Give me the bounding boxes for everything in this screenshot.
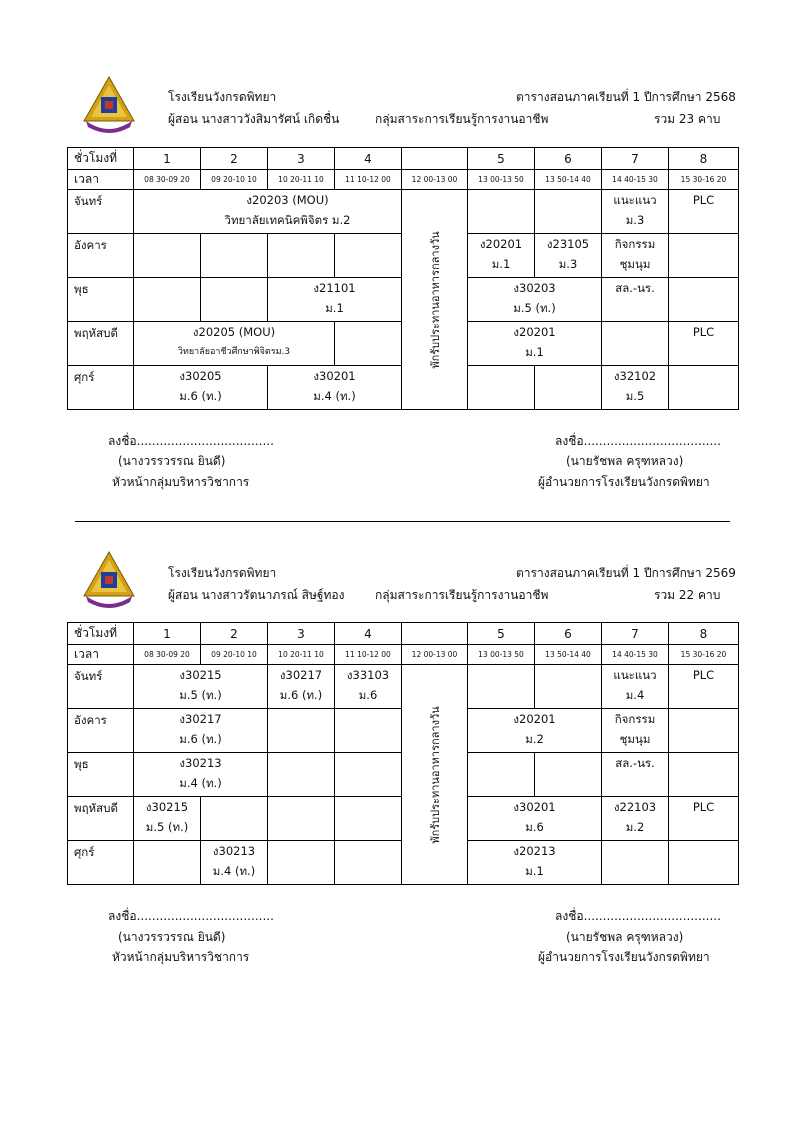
course-detail: ม.4 <box>625 688 645 702</box>
day-friday: ศุกร์ <box>68 841 134 885</box>
lunch-label: พักรับประทานอาหารกลางวัน <box>428 705 442 844</box>
time-3: 10 20-11 10 <box>268 645 335 665</box>
sign-line-left: ลงชื่อ.................................... <box>108 909 274 923</box>
time-7: 14 40-15 30 <box>602 645 669 665</box>
course-detail: ม.4 (ท.) <box>179 776 222 790</box>
course-detail: ม.1 <box>525 345 544 359</box>
course-code: สล.-นร. <box>615 281 655 295</box>
course-code: PLC <box>692 193 715 207</box>
day-tuesday: อังคาร <box>68 709 134 753</box>
signer-role-left: หัวหน้ากลุ่มบริหารวิชาการ <box>112 950 250 964</box>
empty-cell <box>268 841 335 885</box>
course-detail: ชุมนุม <box>619 257 651 271</box>
class-cell <box>134 322 335 366</box>
school-logo <box>82 75 136 135</box>
course-code: กิจกรรม <box>614 712 656 726</box>
period-3: 3 <box>268 148 335 170</box>
empty-cell <box>669 753 739 797</box>
class-cell <box>134 190 402 234</box>
period-7: 7 <box>602 148 669 170</box>
empty-cell <box>335 234 402 278</box>
class-cell <box>268 366 402 410</box>
course-detail: ม.6 (ท.) <box>279 688 323 702</box>
empty-cell <box>335 709 402 753</box>
period-5: 5 <box>468 623 535 645</box>
time-3: 10 20-11 10 <box>268 170 335 190</box>
course-code: ง33103 <box>346 668 390 682</box>
lunch-cell <box>402 665 468 885</box>
course-code: ง30217 <box>179 712 222 726</box>
course-detail: ม.1 <box>325 301 344 315</box>
course-code: ง30215 <box>179 668 222 682</box>
class-cell <box>134 366 268 410</box>
day-monday: จันทร์ <box>68 665 134 709</box>
empty-cell <box>268 797 335 841</box>
class-cell <box>468 797 602 841</box>
day-friday: ศุกร์ <box>68 366 134 410</box>
signer-name-right: (นายรัชพล ครุฑหลวง) <box>566 454 684 468</box>
class-cell <box>602 709 669 753</box>
time-header: เวลา <box>68 645 134 665</box>
course-code: ง23105 <box>546 237 590 251</box>
course-detail: ม.4 (ท.) <box>313 389 356 403</box>
empty-cell <box>468 190 535 234</box>
course-code: สล.-นร. <box>615 756 655 770</box>
total-periods: รวม 22 คาบ <box>654 588 721 602</box>
empty-cell <box>268 709 335 753</box>
period-4: 4 <box>335 148 402 170</box>
course-code: ง22103 <box>613 800 657 814</box>
course-detail: ม.6 (ท.) <box>179 732 222 746</box>
course-code: ง30213 <box>179 756 222 770</box>
course-code: PLC <box>692 668 715 682</box>
empty-cell <box>468 753 535 797</box>
timetable-top <box>67 147 739 410</box>
signer-name-right: (นายรัชพล ครุฑหลวง) <box>566 930 684 944</box>
total-periods: รวม 23 คาบ <box>654 112 721 126</box>
empty-cell <box>669 709 739 753</box>
time-5: 13 00-13 50 <box>468 645 535 665</box>
course-code: ง30201 <box>313 369 356 383</box>
period-1: 1 <box>134 148 201 170</box>
time-5: 13 00-13 50 <box>468 170 535 190</box>
empty-cell <box>535 366 602 410</box>
day-monday: จันทร์ <box>68 190 134 234</box>
empty-cell <box>201 797 268 841</box>
empty-cell <box>602 841 669 885</box>
period-5: 5 <box>468 148 535 170</box>
period-8: 8 <box>669 148 739 170</box>
day-wednesday: พุธ <box>68 278 134 322</box>
school-name: โรงเรียนวังกรดพิทยา <box>168 566 277 580</box>
course-detail: ม.5 (ท.) <box>179 688 222 702</box>
empty-cell <box>201 234 268 278</box>
period-lunch <box>402 148 468 170</box>
time-6: 13 50-14 40 <box>535 170 602 190</box>
school-logo <box>82 550 136 610</box>
time-4: 11 10-12 00 <box>335 170 402 190</box>
class-cell <box>602 366 669 410</box>
signer-name-left: (นางวรรวรรณ ยินดี) <box>118 930 226 944</box>
class-cell <box>201 841 268 885</box>
class-cell <box>602 665 669 709</box>
empty-cell <box>335 797 402 841</box>
day-row-monday <box>68 665 739 709</box>
class-cell <box>602 753 669 797</box>
class-cell <box>468 709 602 753</box>
class-cell <box>535 234 602 278</box>
course-code: ง30205 <box>179 369 222 383</box>
course-code: ง20203 (MOU) <box>246 193 329 207</box>
lunch-cell <box>402 190 468 410</box>
time-lunch: 12 00-13 00 <box>402 645 468 665</box>
day-thursday: พฤหัสบดี <box>68 797 134 841</box>
course-code: ง30213 <box>212 844 256 858</box>
empty-cell <box>268 753 335 797</box>
subject-group: กลุ่มสาระการเรียนรู้การงานอาชีพ <box>375 112 549 126</box>
course-detail: ม.5 (ท.) <box>145 820 189 834</box>
empty-cell <box>669 278 739 322</box>
empty-cell <box>468 366 535 410</box>
course-detail: ม.2 <box>525 732 544 746</box>
empty-cell <box>669 234 739 278</box>
period-lunch <box>402 623 468 645</box>
course-detail: ม.2 <box>625 820 645 834</box>
time-header: เวลา <box>68 170 134 190</box>
empty-cell <box>134 278 201 322</box>
period-1: 1 <box>134 623 201 645</box>
schedule-title: ตารางสอนภาคเรียนที่ 1 ปีการศึกษา 2569 <box>516 566 736 580</box>
class-cell <box>468 278 602 322</box>
time-lunch: 12 00-13 00 <box>402 170 468 190</box>
class-cell <box>468 234 535 278</box>
course-code: PLC <box>692 800 715 814</box>
course-code: ง30215 <box>145 800 189 814</box>
period-row <box>68 148 739 170</box>
empty-cell <box>134 234 201 278</box>
class-cell <box>602 190 669 234</box>
course-code: ง30203 <box>513 281 556 295</box>
class-cell <box>602 234 669 278</box>
signer-role-right: ผู้อำนวยการโรงเรียนวังกรดพิทยา <box>538 950 710 964</box>
class-cell <box>669 665 739 709</box>
course-detail: ชุมนุม <box>619 732 651 746</box>
sign-line-right: ลงชื่อ.................................... <box>555 434 721 448</box>
period-2: 2 <box>201 623 268 645</box>
time-row <box>68 170 739 190</box>
empty-cell <box>201 278 268 322</box>
day-tuesday: อังคาร <box>68 234 134 278</box>
empty-cell <box>335 841 402 885</box>
course-detail: ม.1 <box>491 257 511 271</box>
class-cell <box>134 665 268 709</box>
period-7: 7 <box>602 623 669 645</box>
sign-line-left: ลงชื่อ.................................... <box>108 434 274 448</box>
period-8: 8 <box>669 623 739 645</box>
course-code: แนะแนว <box>613 668 657 682</box>
course-detail: ม.3 <box>558 257 578 271</box>
course-code: ง20201 <box>479 237 523 251</box>
class-cell <box>468 322 602 366</box>
class-cell <box>468 841 602 885</box>
empty-cell <box>602 322 669 366</box>
period-6: 6 <box>535 148 602 170</box>
class-cell <box>335 665 402 709</box>
course-code: แนะแนว <box>613 193 657 207</box>
period-2: 2 <box>201 148 268 170</box>
empty-cell <box>335 753 402 797</box>
time-2: 09 20-10 10 <box>201 645 268 665</box>
course-code: PLC <box>692 325 715 339</box>
class-cell <box>602 797 669 841</box>
course-detail: ม.5 (ท.) <box>513 301 556 315</box>
class-cell <box>669 797 739 841</box>
class-cell <box>134 709 268 753</box>
course-detail: วิทยาลัยเทคนิคพิจิตร ม.2 <box>224 213 351 227</box>
course-detail: ม.3 <box>625 213 645 227</box>
period-6: 6 <box>535 623 602 645</box>
signer-role-right: ผู้อำนวยการโรงเรียนวังกรดพิทยา <box>538 475 710 489</box>
signer-name-left: (นางวรรวรรณ ยินดี) <box>118 454 226 468</box>
empty-cell <box>535 753 602 797</box>
subject-group: กลุ่มสาระการเรียนรู้การงานอาชีพ <box>375 588 549 602</box>
day-wednesday: พุธ <box>68 753 134 797</box>
time-1: 08 30-09 20 <box>134 170 201 190</box>
class-cell <box>134 753 268 797</box>
course-detail: ม.5 <box>625 389 645 403</box>
course-detail: ม.1 <box>525 864 544 878</box>
empty-cell <box>335 322 402 366</box>
divider <box>75 521 730 522</box>
day-thursday: พฤหัสบดี <box>68 322 134 366</box>
sign-line-right: ลงชื่อ.................................... <box>555 909 721 923</box>
course-code: ง30217 <box>279 668 323 682</box>
course-detail: ม.6 <box>525 820 544 834</box>
class-cell <box>134 797 201 841</box>
time-6: 13 50-14 40 <box>535 645 602 665</box>
teacher-name: ผู้สอน นางสาววังสิมารัศน์ เกิดชื่น <box>168 112 340 126</box>
course-code: ง32102 <box>613 369 657 383</box>
course-detail: ม.4 (ท.) <box>212 864 256 878</box>
time-1: 08 30-09 20 <box>134 645 201 665</box>
empty-cell <box>468 665 535 709</box>
period-4: 4 <box>335 623 402 645</box>
timetable-bottom <box>67 622 739 885</box>
signer-role-left: หัวหน้ากลุ่มบริหารวิชาการ <box>112 475 250 489</box>
time-7: 14 40-15 30 <box>602 170 669 190</box>
period-row <box>68 623 739 645</box>
course-detail: ม.6 <box>358 688 378 702</box>
empty-cell <box>535 190 602 234</box>
class-cell <box>669 190 739 234</box>
empty-cell <box>134 841 201 885</box>
class-cell <box>268 665 335 709</box>
time-8: 15 30-16 20 <box>669 645 739 665</box>
course-code: ง20205 (MOU) <box>192 325 276 339</box>
course-detail: วิทยาลัยอาชีวศึกษาพิจิตรม.3 <box>177 347 291 357</box>
empty-cell <box>669 841 739 885</box>
time-4: 11 10-12 00 <box>335 645 402 665</box>
course-code: ง20201 <box>513 325 556 339</box>
course-code: ง20201 <box>513 712 556 726</box>
class-cell <box>602 278 669 322</box>
school-name: โรงเรียนวังกรดพิทยา <box>168 90 277 104</box>
schedule-title: ตารางสอนภาคเรียนที่ 1 ปีการศึกษา 2568 <box>516 90 736 104</box>
empty-cell <box>669 366 739 410</box>
time-8: 15 30-16 20 <box>669 170 739 190</box>
day-row-monday <box>68 190 739 234</box>
course-code: กิจกรรม <box>614 237 656 251</box>
class-cell <box>669 322 739 366</box>
time-2: 09 20-10 10 <box>201 170 268 190</box>
period-header: ชั่วโมงที่ <box>68 148 134 170</box>
course-code: ง21101 <box>313 281 356 295</box>
class-cell <box>268 278 402 322</box>
empty-cell <box>535 665 602 709</box>
course-code: ง20213 <box>513 844 556 858</box>
course-detail: ม.6 (ท.) <box>179 389 222 403</box>
period-3: 3 <box>268 623 335 645</box>
time-row <box>68 645 739 665</box>
course-code: ง30201 <box>513 800 556 814</box>
teacher-name: ผู้สอน นางสาวรัตนาภรณ์ สิษฐ์ทอง <box>168 588 345 602</box>
empty-cell <box>268 234 335 278</box>
lunch-label: พักรับประทานอาหารกลางวัน <box>428 230 442 369</box>
period-header: ชั่วโมงที่ <box>68 623 134 645</box>
